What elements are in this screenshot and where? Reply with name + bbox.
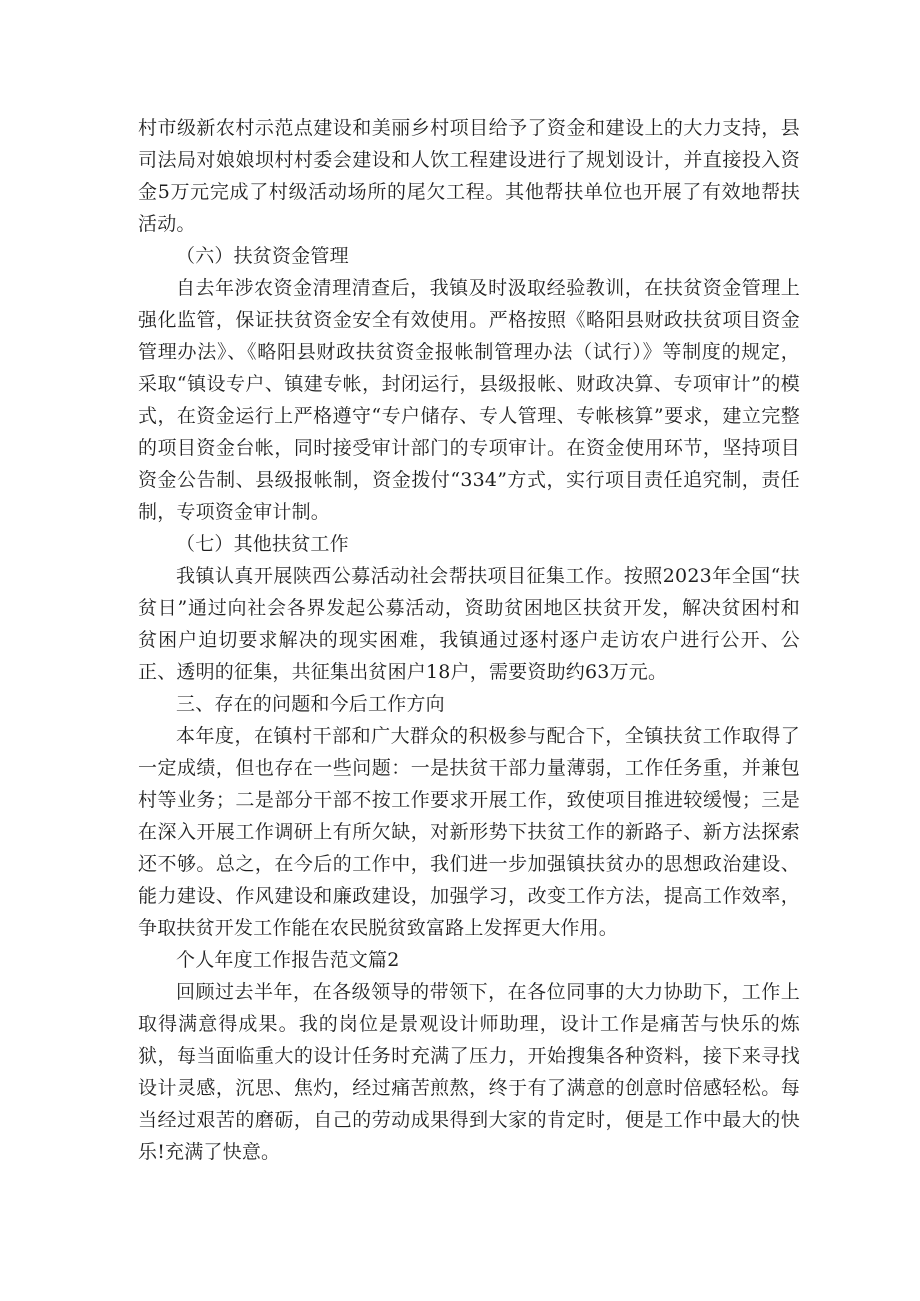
paragraph-review: 回顾过去半年，在各级领导的带领下，在各位同事的大力协助下，工作上取得满意得成果。我的岗位是景观设计师助理，设计工作是痛苦与快乐的炼狱，每当面临重大的设计任务时充满了压力，开始搜集各种资料，接下来寻找设计灵感，沉思、焦灼，经过痛苦煎熬，终于有了满意的创意时倍感轻松。每当经过艰苦的磨砺，自己的劳动成果得到大家的肯定时，便是工作中最大的快乐!充满了快意。	[138, 981, 800, 1163]
paragraph-other-work: 我镇认真开展陕西公募活动社会帮扶项目征集工作。按照2023年全国“扶贫日”通过向社会各界发起公募活动，资助贫困地区扶贫开发，解决贫困村和贫困户迫切要求解决的现实困难，我镇通过逐村逐户走访农户进行公开、公正、透明的征集，共征集出贫困户18户，需要资助约63万元。	[138, 565, 800, 683]
article-heading-2: 个人年度工作报告范文篇2	[176, 949, 400, 971]
section-heading-problems: 三、存在的问题和今后工作方向	[176, 693, 445, 715]
document-body	[138, 112, 800, 1168]
section-heading-other-work: （七）其他扶贫工作	[176, 533, 349, 555]
paragraph-funds-management: 自去年涉农资金清理清查后，我镇及时汲取经验教训，在扶贫资金管理上强化监管，保证扶贫资金安全有效使用。严格按照《略阳县财政扶贫项目资金管理办法》、《略阳县财政扶贫资金报帐制管理办法（试行）》等制度的规定，采取“镇设专户、镇建专帐，封闭运行，县级报帐、财政决算、专项审计”的模式，在资金运行上严格遵守“专户储存、专人管理、专帐核算”要求，建立完整的项目资金台帐，同时接受审计部门的专项审计。在资金使用环节，坚持项目资金公告制、县级报帐制，资金拨付“334”方式，实行项目责任追究制，责任制，专项资金审计制。	[138, 277, 800, 523]
paragraph-problems: 本年度，在镇村干部和广大群众的积极参与配合下，全镇扶贫工作取得了一定成绩，但也存在一些问题：一是扶贫干部力量薄弱，工作任务重，并兼包村等业务；二是部分干部不按工作要求开展工作，致使项目推进较缓慢；三是在深入开展工作调研上有所欠缺，对新形势下扶贫工作的新路子、新方法探索还不够。总之，在今后的工作中，我们进一步加强镇扶贫办的思想政治建设、能力建设、作风建设和廉政建设，加强学习，改变工作方法，提高工作效率，争取扶贫开发工作能在农民脱贫致富路上发挥更大作用。	[138, 725, 800, 939]
paragraph-continuation: 村市级新农村示范点建设和美丽乡村项目给予了资金和建设上的大力支持，县司法局对娘娘坝村村委会建设和人饮工程建设进行了规划设计，并直接投入资金5万元完成了村级活动场所的尾欠工程。其他帮扶单位也开展了有效地帮扶活动。	[138, 117, 800, 235]
section-heading-funds-management: （六）扶贫资金管理	[176, 245, 349, 267]
